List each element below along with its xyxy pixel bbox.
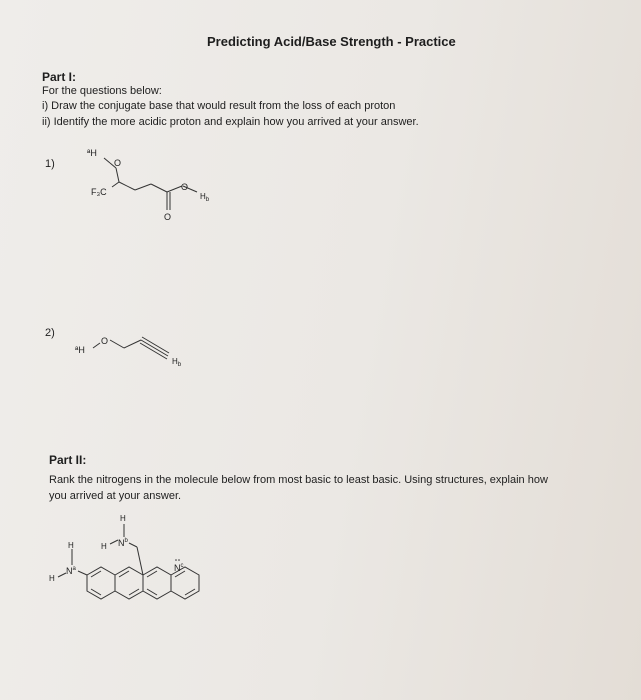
part2-prompt-line-2: you arrived at your answer.	[49, 490, 182, 502]
molecule-2-hb-label: $H_b$	[172, 357, 182, 368]
molecule-1-carbonyl-oxygen: O	[164, 212, 172, 222]
part1-instruction-2: ii) Identify the more acidic proton and explain how you arrived at your answer.	[42, 116, 419, 128]
molecule-3-na-label: $N^a$	[66, 566, 76, 576]
question-2-number: 2)	[45, 327, 55, 339]
part1-instruction-1: i) Draw the conjugate base that would result from the loss of each proton	[42, 100, 396, 112]
molecule-1-hydroxyl-oxygen: O	[114, 158, 122, 168]
part2-prompt-line-1: Rank the nitrogens in the molecule below from most basic to least basic. Using structures, explain how	[49, 474, 548, 486]
molecule-3-h-top: H	[120, 514, 126, 523]
part1-intro: For the questions below:	[42, 85, 162, 97]
page-title: Predicting Acid/Base Strength - Practice	[207, 34, 456, 49]
molecule-3-bonds	[58, 524, 199, 599]
molecule-2-oxygen: O	[101, 336, 109, 346]
molecule-3-h-on-na-top: H	[68, 541, 74, 550]
part1-heading: Part I:	[42, 70, 77, 84]
molecule-2-ha-label: ªH	[75, 345, 85, 355]
molecule-3-nb-label: $N^b$	[118, 538, 128, 548]
molecule-3-h-on-nb: H	[101, 542, 107, 551]
molecule-3-h-on-na-left: H	[49, 574, 55, 583]
question-1-number: 1)	[45, 158, 55, 170]
molecule-1-ha-label: ªH	[87, 148, 97, 158]
molecule-3-lone-pair	[175, 559, 180, 561]
molecule-1-ester-oxygen: O	[181, 182, 189, 192]
molecule-1-cf3-label: F₃C	[91, 187, 107, 197]
molecule-3-nc-label: $N^c$	[174, 563, 184, 573]
molecule-1-hb-label: $H_b$	[200, 192, 210, 203]
part2-heading: Part II:	[49, 453, 87, 467]
